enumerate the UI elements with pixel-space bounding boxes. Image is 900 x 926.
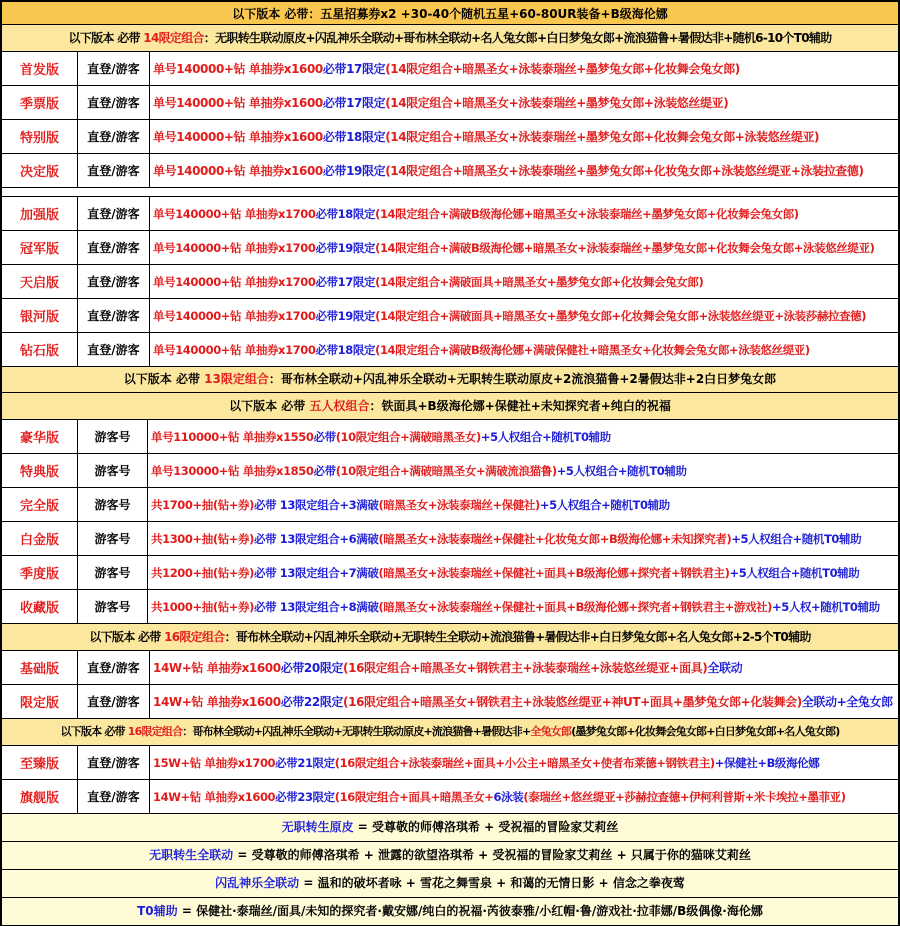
contents-base: 单号140000+钻 单抽券x1700 xyxy=(153,308,316,323)
version-row xyxy=(0,120,900,154)
account-type-text: 游客号 xyxy=(94,430,131,444)
version-name-text: 豪华版 xyxy=(19,431,59,446)
contents-combo: (14限定组合+暗黑圣女+泳装泰瑞丝+墨梦兔女郎+化妆舞会兔女郎+泳装悠丝缇亚) xyxy=(385,130,820,144)
version-row xyxy=(0,685,900,719)
version-name-text: 旗舰版 xyxy=(19,791,59,806)
contents xyxy=(150,86,898,119)
version-name xyxy=(2,746,78,779)
contents-required: 必带 13限定组合+3满破 xyxy=(254,497,379,512)
contents-required: 必带21限定 xyxy=(275,755,335,770)
definition-key: T0辅助 xyxy=(137,904,178,918)
contents-required: 必带 13限定组合+7满破 xyxy=(254,565,379,580)
version-name xyxy=(2,154,78,187)
account-type-text: 直登/游客 xyxy=(87,207,140,221)
account-type-text: 游客号 xyxy=(94,464,131,478)
contents-extra: +5人权组合+随机T0辅助 xyxy=(480,429,611,444)
version-name xyxy=(2,299,78,332)
contents xyxy=(148,590,898,623)
account-type-text: 直登/游客 xyxy=(87,130,140,144)
contents xyxy=(150,231,898,264)
header-13-combo: 以下版本 必带 13限定组合：哥布林全联动+闪乱神乐全联动+无职转生联动原皮+2流浪猫鲁+2暑假达非+2白日梦兔女郎 xyxy=(0,367,900,393)
version-name xyxy=(2,488,78,521)
contents-combo: (14限定组合+满破B级海伦娜+暗黑圣女+泳装泰瑞丝+墨梦兔女郎+化妆舞会兔女郎+泳装悠丝缇亚) xyxy=(375,240,875,255)
contents xyxy=(148,556,898,589)
contents-extra: +5人权组合+随机T0辅助 xyxy=(731,531,862,546)
account-type-text: 直登/游客 xyxy=(87,343,140,357)
footer-definition xyxy=(0,898,900,926)
contents xyxy=(148,488,898,521)
version-name-text: 钻石版 xyxy=(19,344,59,359)
version-name xyxy=(2,780,78,813)
version-row xyxy=(0,746,900,780)
version-row xyxy=(0,420,900,454)
contents-extra-detail: (泰瑞丝+悠丝缇亚+莎赫拉查德+伊柯利普斯+米卡埃拉+墨菲亚) xyxy=(523,789,846,804)
account-type xyxy=(78,154,150,187)
version-row xyxy=(0,522,900,556)
contents-base: 单号140000+钻 单抽券x1600 xyxy=(153,130,323,144)
contents-base: 单号140000+钻 单抽券x1700 xyxy=(153,206,316,221)
header-five-combo: 以下版本 必带 五人权组合：铁面具+B级海伦娜+保健社+未知探究者+纯白的祝福 xyxy=(0,393,900,420)
account-type xyxy=(78,651,150,684)
version-name-text: 完全版 xyxy=(19,499,59,514)
contents xyxy=(148,522,898,555)
account-type xyxy=(78,590,148,623)
contents-required: 必带17限定 xyxy=(322,96,386,110)
version-row xyxy=(0,154,900,188)
contents xyxy=(150,780,898,813)
account-type xyxy=(78,746,150,779)
contents xyxy=(150,333,898,366)
contents-required: 必带20限定 xyxy=(280,661,344,675)
contents-base: 共1200+抽(钻+券) xyxy=(151,565,254,580)
account-type-text: 游客号 xyxy=(94,600,131,614)
footer-definition xyxy=(0,814,900,842)
version-name xyxy=(2,454,78,487)
version-name-text: 冠军版 xyxy=(19,242,59,257)
version-row xyxy=(0,488,900,522)
contents-extra: 6泳装 xyxy=(493,789,524,804)
definition-value: = 受尊敬的师傅洛琪希 + 泄露的欲望洛琪希 + 受祝福的冒险家艾莉丝 + 只属于你的猫咪艾莉丝 xyxy=(233,848,751,862)
account-type xyxy=(78,265,150,298)
contents-required: 必带19限定 xyxy=(322,164,386,178)
contents-required: 必带18限定 xyxy=(315,206,376,221)
contents-base: 共1700+抽(钻+券) xyxy=(151,497,254,512)
contents-extra: +保健社+B级海伦娜 xyxy=(714,755,820,770)
version-name xyxy=(2,197,78,230)
version-name xyxy=(2,265,78,298)
contents-combo: (16限定组合+泳装泰瑞丝+面具+小公主+暗黑圣女+使者布莱德+钢铁君主) xyxy=(334,755,715,770)
version-name-text: 季票版 xyxy=(19,97,59,112)
account-type xyxy=(78,197,150,230)
contents-combo: (14限定组合+暗黑圣女+泳装泰瑞丝+墨梦兔女郎+化妆兔女郎+泳装悠丝缇亚+泳装拉查德) xyxy=(385,164,864,178)
contents-required: 必带 13限定组合+6满破 xyxy=(254,531,379,546)
version-name xyxy=(2,590,78,623)
account-type-text: 直登/游客 xyxy=(87,309,140,323)
group-13 xyxy=(0,420,900,624)
version-name-text: 天启版 xyxy=(19,276,59,291)
contents xyxy=(150,299,898,332)
contents-combo: (暗黑圣女+泳装泰瑞丝+保健社+面具+B级海伦娜+探究者+钢铁君主+游戏社) xyxy=(378,599,772,614)
contents-base: 14W+钻 单抽券x1600 xyxy=(153,789,276,804)
contents-extra: +5人权组合+随机T0辅助 xyxy=(539,497,670,512)
contents-combo: (暗黑圣女+泳装泰瑞丝+保健社+化妆兔女郎+B级海伦娜+未知探究者) xyxy=(378,531,732,546)
account-type-text: 游客号 xyxy=(94,566,131,580)
contents xyxy=(150,197,898,230)
contents-combo: (14限定组合+暗黑圣女+泳装泰瑞丝+墨梦兔女郎+化妆舞会兔女郎) xyxy=(385,62,740,76)
contents-base: 14W+钻 单抽券x1600 xyxy=(153,695,281,709)
account-type-text: 直登/游客 xyxy=(87,275,140,289)
footer-definition xyxy=(0,842,900,870)
contents-base: 单号140000+钻 单抽券x1600 xyxy=(153,96,323,110)
version-name-text: 决定版 xyxy=(19,165,59,180)
contents-required: 必带 13限定组合+8满破 xyxy=(254,599,379,614)
contents-required: 必带19限定 xyxy=(315,240,376,255)
definition-key: 无职转生全联动 xyxy=(149,848,234,862)
account-type-text: 直登/游客 xyxy=(87,62,140,76)
contents-required: 必带18限定 xyxy=(315,342,376,357)
version-name-text: 银河版 xyxy=(19,310,59,325)
contents-base: 单号140000+钻 单抽券x1600 xyxy=(153,164,323,178)
definition-value: = 温和的破坏者咏 + 雪花之舞雪泉 + 和蔼的无情日影 + 信念之拳夜莺 xyxy=(299,876,685,890)
group-16-a xyxy=(0,651,900,719)
account-type xyxy=(78,685,150,718)
contents-combo: (14限定组合+满破B级海伦娜+满破保健社+暗黑圣女+化妆舞会兔女郎+泳装悠丝缇亚) xyxy=(375,342,810,357)
account-type xyxy=(78,488,148,521)
contents-combo: (16限定组合+暗黑圣女+钢铁君主+泳装泰瑞丝+泳装悠丝缇亚+面具) xyxy=(343,661,708,675)
account-type-text: 游客号 xyxy=(94,498,131,512)
account-type xyxy=(78,780,150,813)
version-name xyxy=(2,86,78,119)
contents-required: 必带19限定 xyxy=(315,308,376,323)
contents xyxy=(148,420,898,453)
version-name xyxy=(2,556,78,589)
contents-extra: +5人权+随机T0辅助 xyxy=(771,599,880,614)
contents-extra: +5人权组合+随机T0辅助 xyxy=(729,565,860,580)
account-type xyxy=(78,86,150,119)
version-row xyxy=(0,231,900,265)
contents-combo: (14限定组合+满破面具+暗黑圣女+墨梦兔女郎+化妆舞会兔女郎) xyxy=(375,274,704,289)
contents-extra: 全联动+全兔女郎 xyxy=(801,695,893,709)
footer-definitions xyxy=(0,814,900,926)
definition-key: 无职转生原皮 xyxy=(281,820,354,834)
contents-base: 单号140000+钻 单抽券x1700 xyxy=(153,240,316,255)
contents-combo: (暗黑圣女+泳装泰瑞丝+保健社+面具+B级海伦娜+探究者+钢铁君主) xyxy=(378,565,730,580)
version-row xyxy=(0,333,900,367)
version-name xyxy=(2,333,78,366)
version-name xyxy=(2,522,78,555)
account-type-text: 直登/游客 xyxy=(87,661,140,675)
version-name xyxy=(2,120,78,153)
contents xyxy=(150,746,898,779)
contents xyxy=(148,454,898,487)
version-name-text: 首发版 xyxy=(19,63,59,78)
version-name-text: 基础版 xyxy=(19,662,59,677)
contents-combo: (14限定组合+满破面具+暗黑圣女+墨梦兔女郎+化妆舞会兔女郎+泳装悠丝缇亚+泳装莎赫拉查德) xyxy=(375,308,867,323)
account-type xyxy=(78,299,150,332)
definition-key: 闪乱神乐全联动 xyxy=(215,876,300,890)
account-type-text: 直登/游客 xyxy=(87,241,140,255)
account-type xyxy=(78,333,150,366)
contents-combo: (16限定组合+暗黑圣女+钢铁君主+泳装悠丝缇亚+神UT+面具+墨梦兔女郎+化装舞会) xyxy=(343,695,802,709)
version-row xyxy=(0,299,900,333)
version-name-text: 加强版 xyxy=(19,208,59,223)
contents xyxy=(150,685,898,718)
definition-value: = 保健社·泰瑞丝/面具/未知的探究者·戴安娜/纯白的祝福·芮彼泰雅/小红帽·鲁/游戏社·拉菲娜/B级偶像·海伦娜 xyxy=(177,904,763,918)
contents-combo: (16限定组合+面具+暗黑圣女+ xyxy=(334,789,494,804)
account-type-text: 直登/游客 xyxy=(87,790,140,804)
header-16-combo: 以下版本 必带 16限定组合：哥布林全联动+闪乱神乐全联动+无职转生全联动+流浪猫鲁+暑假达非+白日梦兔女郎+名人兔女郎+2-5个T0辅助 xyxy=(0,624,900,651)
contents xyxy=(150,651,898,684)
account-type-text: 直登/游客 xyxy=(87,164,140,178)
version-row xyxy=(0,780,900,814)
contents-required: 必带23限定 xyxy=(275,789,335,804)
contents-required: 必带 xyxy=(313,429,336,444)
version-row xyxy=(0,197,900,231)
contents-combo: (10限定组合+满破暗黑圣女+满破流浪猫鲁) xyxy=(335,463,557,478)
contents-required: 必带18限定 xyxy=(322,130,386,144)
account-type-text: 直登/游客 xyxy=(87,756,140,770)
contents-combo: (14限定组合+满破B级海伦娜+暗黑圣女+泳装泰瑞丝+墨梦兔女郎+化妆舞会兔女郎) xyxy=(375,206,799,221)
contents-base: 共1300+抽(钻+券) xyxy=(151,531,254,546)
contents-base: 单号130000+钻 单抽券x1850 xyxy=(151,463,314,478)
contents-required: 必带17限定 xyxy=(322,62,386,76)
version-name-text: 季度版 xyxy=(19,567,59,582)
contents-base: 15W+钻 单抽券x1700 xyxy=(153,755,276,770)
contents-base: 单号140000+钻 单抽券x1700 xyxy=(153,342,316,357)
version-row xyxy=(0,590,900,624)
contents-extra: +5人权组合+随机T0辅助 xyxy=(556,463,687,478)
spacer-row xyxy=(0,188,900,197)
version-row xyxy=(0,651,900,685)
contents xyxy=(150,52,898,85)
contents-required: 必带22限定 xyxy=(280,695,344,709)
contents-extra: 全联动 xyxy=(707,661,743,675)
account-type-text: 游客号 xyxy=(94,532,131,546)
version-name xyxy=(2,231,78,264)
version-row xyxy=(0,52,900,86)
group-14-a xyxy=(0,52,900,188)
contents-base: 14W+钻 单抽券x1600 xyxy=(153,661,281,675)
contents-required: 必带 xyxy=(313,463,336,478)
contents-required: 必带17限定 xyxy=(315,274,376,289)
version-row xyxy=(0,265,900,299)
version-row xyxy=(0,86,900,120)
header-required-items: 以下版本 必带：五星招募券x2 +30-40个随机五星+60-80UR装备+B级海伦娜 xyxy=(0,0,900,25)
contents xyxy=(150,154,898,187)
contents-combo: (14限定组合+暗黑圣女+泳装泰瑞丝+墨梦兔女郎+泳装悠丝缇亚) xyxy=(385,96,729,110)
version-name-text: 白金版 xyxy=(19,533,59,548)
contents-base: 单号110000+钻 单抽券x1550 xyxy=(151,429,314,444)
account-type xyxy=(78,556,148,589)
header-14-combo: 以下版本 必带 14限定组合：无职转生联动原皮+闪乱神乐全联动+哥布林全联动+名人兔女郎+白日梦兔女郎+流浪猫鲁+暑假达非+随机6-10个T0辅助 xyxy=(0,25,900,52)
version-name-text: 至臻版 xyxy=(19,757,59,772)
group-16-b xyxy=(0,746,900,814)
version-row xyxy=(0,556,900,590)
account-type-text: 直登/游客 xyxy=(87,695,140,709)
contents xyxy=(150,120,898,153)
account-type xyxy=(78,454,148,487)
header-16-combo-bunny: 以下版本 必带 16限定组合：哥布林全联动+闪乱神乐全联动+无职转生联动原皮+流浪猫鲁+暑假达非+全兔女郎(墨梦兔女郎+化妆舞会兔女郎+白日梦兔女郎+名人兔女郎) xyxy=(0,719,900,746)
account-type xyxy=(78,52,150,85)
group-14-b xyxy=(0,197,900,367)
version-name-text: 特典版 xyxy=(19,465,59,480)
definition-value: = 受尊敬的师傅洛琪希 + 受祝福的冒险家艾莉丝 xyxy=(353,820,619,834)
version-name xyxy=(2,52,78,85)
version-name-text: 限定版 xyxy=(19,696,59,711)
contents xyxy=(150,265,898,298)
version-name xyxy=(2,420,78,453)
account-type xyxy=(78,231,150,264)
contents-combo: (暗黑圣女+泳装泰瑞丝+保健社) xyxy=(378,497,540,512)
version-name xyxy=(2,651,78,684)
account-type xyxy=(78,420,148,453)
account-type xyxy=(78,120,150,153)
version-name-text: 特别版 xyxy=(19,131,59,146)
contents-combo: (10限定组合+满破暗黑圣女) xyxy=(335,429,481,444)
footer-definition xyxy=(0,870,900,898)
version-name-text: 收藏版 xyxy=(19,601,59,616)
account-type-text: 直登/游客 xyxy=(87,96,140,110)
contents-base: 单号140000+钻 单抽券x1600 xyxy=(153,62,323,76)
account-type xyxy=(78,522,148,555)
version-name xyxy=(2,685,78,718)
version-row xyxy=(0,454,900,488)
contents-base: 单号140000+钻 单抽券x1700 xyxy=(153,274,316,289)
contents-base: 共1000+抽(钻+券) xyxy=(151,599,254,614)
